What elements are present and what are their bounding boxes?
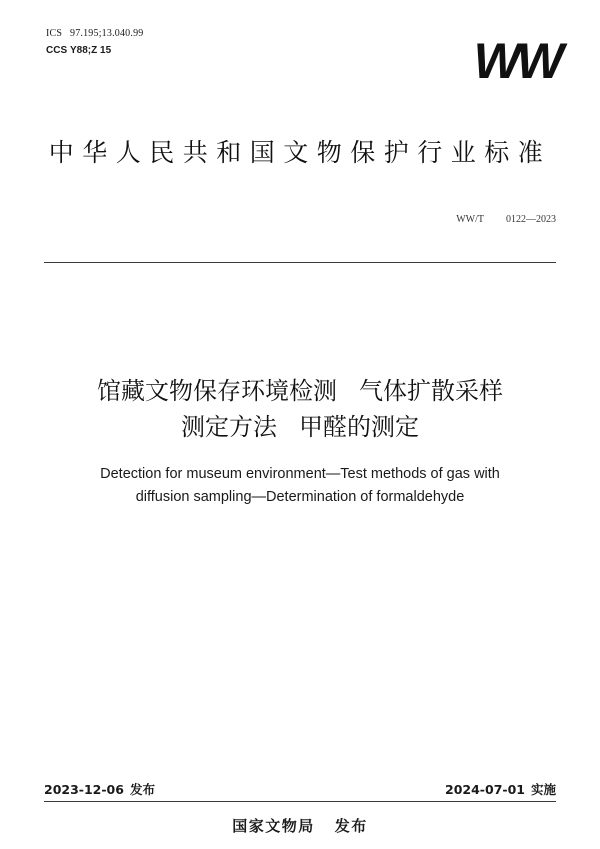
publisher-name: 国家文物局: [232, 817, 315, 835]
standard-number: [456, 214, 556, 225]
title-zh-line1-part2: 气体扩散采样: [359, 377, 503, 405]
ccs-label: CCS: [46, 45, 68, 56]
ics-value: 97.195;13.040.99: [70, 28, 144, 39]
implementation-date-label: 实施: [530, 782, 556, 797]
english-title-line-2: diffusion sampling—Determination of formaldehyde: [135, 489, 465, 505]
publisher-action: 发布: [334, 817, 368, 835]
ccs-classification: [46, 45, 111, 56]
english-title-line-1: Detection for museum environment—Test methods of gas with: [100, 466, 500, 482]
ww-logo: WW: [473, 33, 560, 89]
ccs-value: Y88;Z 15: [70, 45, 112, 56]
chinese-title: [0, 373, 600, 445]
standard-prefix: WW/T: [456, 214, 484, 225]
issue-date-value: 2023-12-06: [44, 782, 124, 797]
standard-code: 0122—2023: [506, 214, 556, 225]
ics-label: ICS: [46, 28, 63, 39]
title-zh-line2-part1: 测定方法: [181, 413, 277, 441]
chinese-title-line-2: [0, 409, 600, 445]
implementation-date-value: 2024-07-01: [445, 782, 525, 797]
issue-date: [44, 780, 155, 798]
english-title: [0, 463, 600, 509]
issue-date-label: 发布: [129, 782, 155, 797]
title-zh-line2-part2: 甲醛的测定: [299, 413, 419, 441]
organization-title: 中华人民共和国文物保护行业标准: [48, 138, 552, 167]
chinese-title-line-1: [0, 373, 600, 409]
publisher: [0, 815, 600, 836]
implementation-date: [445, 780, 556, 798]
top-divider: [44, 262, 556, 263]
bottom-divider: [44, 801, 556, 802]
title-zh-line1-part1: 馆藏文物保存环境检测: [97, 377, 337, 405]
ics-classification: [46, 28, 143, 39]
